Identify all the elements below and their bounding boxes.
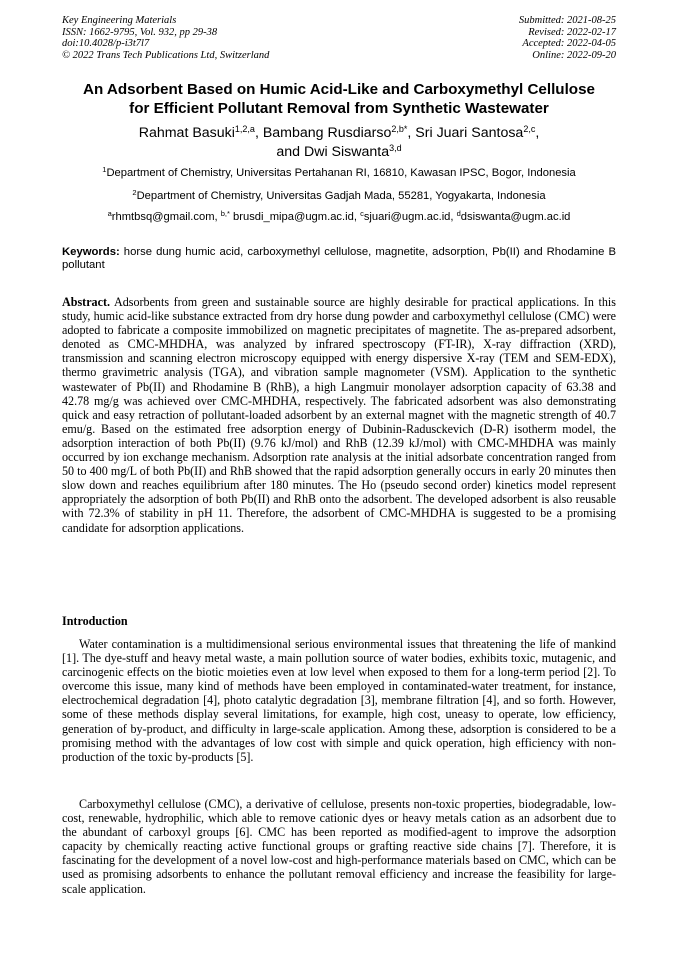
author-name: Sri Juari Santosa <box>415 125 524 141</box>
author-line-1 <box>62 124 616 143</box>
copyright: © 2022 Trans Tech Publications Ltd, Switzerland <box>62 49 270 61</box>
author-superscript: 1,2,a <box>234 124 255 134</box>
author-separator: , <box>407 125 416 141</box>
affiliation-1 <box>62 167 616 180</box>
introduction-paragraph-1: Water contamination is a multidimensional serious environmental issues that threatening the life of mankind [1]. The dye-stuff and heavy metal waste, a main pollution source of water bodies, exhibits toxic, mutagenic, and carcinogenic effects on the biotic moieties even at low level when exposed to them for a long-term period [2]. To overcome this issue, many kind of methods have been employed in contaminated-water treatment, for instance, electrochemical degradation [4], photo catalytic degradation [3], membrane filtration [4], and so forth. However, some of these methods display several limitations, for example, high cost, uneasy to operate, low efficiency, generation of by-product, and difficulty in large-scale application. Among these, adsorption is considered to be a promising method with the advantages of low cost with simple and quick operation, high efficiency with non-production of the toxic by-products [5]. <box>62 637 616 764</box>
affiliation-superscript: 1 <box>102 165 107 174</box>
author-line-2 <box>62 143 616 162</box>
journal-info <box>62 15 269 61</box>
email-link[interactable]: rhmtbsq@gmail.com, <box>111 211 221 223</box>
section-heading-introduction: Introduction <box>62 614 128 628</box>
submitted-date: Submitted: 2021-08-25 <box>518 15 616 26</box>
affiliation-2 <box>62 190 616 203</box>
author-conjunction: and <box>276 144 304 160</box>
email-superscript: d <box>456 209 461 218</box>
journal-name: Key Engineering Materials <box>62 15 177 26</box>
keywords <box>62 246 616 273</box>
abstract <box>62 295 616 535</box>
email-link[interactable]: dsiswanta@ugm.ac.id <box>460 211 571 223</box>
author-superscript: 2,c <box>523 124 536 134</box>
abstract-label: Abstract. <box>62 295 111 309</box>
author-name: Bambang Rusdiarso <box>262 125 392 141</box>
email-link[interactable]: brusdi_mipa@ugm.ac.id, <box>229 211 361 223</box>
title-line-2: for Efficient Pollutant Removal from Synthetic Wastewater <box>129 100 549 117</box>
author-list <box>62 124 616 162</box>
revised-date: Revised: 2022-02-17 <box>528 26 616 38</box>
doi: doi:10.4028/p-i3t7l7 <box>62 38 150 50</box>
accepted-date: Accepted: 2022-04-05 <box>522 38 616 50</box>
affiliation-text: Department of Chemistry, Universitas Pertahanan RI, 16810, Kawasan IPSC, Bogor, Indonesia <box>106 167 576 179</box>
author-separator: , <box>254 125 263 141</box>
author-name: Dwi Siswanta <box>303 144 390 160</box>
affiliation-superscript: 2 <box>132 188 137 197</box>
publication-dates <box>519 15 616 61</box>
author-superscript: 2,b* <box>391 124 408 134</box>
title-line-1: An Adsorbent Based on Humic Acid-Like and Carboxymethyl Cellulose <box>83 81 595 98</box>
email-superscript: a <box>107 209 112 218</box>
keywords-label: Keywords: <box>62 246 120 258</box>
email-link[interactable]: sjuari@ugm.ac.id, <box>363 211 457 223</box>
online-date: Online: 2022-09-20 <box>532 49 616 61</box>
abstract-text: Adsorbents from green and sustainable source are highly desirable for practical applications. In this study, humic acid-like substance extracted from dry horse dung powder and carboxymethyl cellulose (CMC) were adopted to fabricate a composite immobilized on magnetic precipitates of magnetite. The as-prepared adsorbent, denoted as CMC-MHDHA, was analyzed by infrared spectroscopy (FT-IR), X-ray diffraction (XRD), transmission and scanning electron microscopy equipped with energy dispersive X-ray (TEM and SEM-EDX), thermo gravimetric analysis (TGA), and vibration sample magnometer (VSM). Application to the synthetic wastewater of Pb(II) and Rhodamine B (RhB), a high Langmuir monolayer adsorption capacity of 63.38 and 42.78 mg/g was achieved over CMC-MHDHA, respectively. The fabricated adsorbent was also demonstrating quick and easy retraction of pollutant-loaded adsorbent by an external magnet with the magnetic strength of 40.7 emu/g. Based on the estimated free adsorption energy of Dubinin-Radusckevich (D-R) isotherm model, the adsorption interaction of both Pb(II) (9.76 kJ/mol) and RhB (12.39 kJ/mol) with CMC-MHDHA was mainly occurred by ion exchange mechanism. Adsorption rate analysis at the initial adsorbate concentration ranged from 50 to 400 mg/L of both Pb(II) and RhB showed that the rapid adsorption generally occurs in early 20 minutes then slow down and reaches equilibrium after 180 minutes. The Ho (pseudo second order) kinetics model represent appropriately the adsorption of both Pb(II) and RhB onto the adsorbent. The developed adsorbent is also reusable with 72.3% of stability in pH 11. Therefore, the adsorbent of CMC-MHDHA is suggested to be a promising candidate for adsorption applications. <box>62 295 616 535</box>
issn: ISSN: 1662-9795, Vol. 932, pp 29-38 <box>62 26 218 38</box>
paper-title <box>62 80 616 118</box>
author-separator: , <box>535 125 540 141</box>
author-superscript: 3,d <box>389 143 402 153</box>
introduction-paragraph-2: Carboxymethyl cellulose (CMC), a derivative of cellulose, presents non-toxic properties, biodegradable, low-cost, renewable, hydrophilic, which able to remove cationic dyes or heavy metals cation as an adsorbent due to the abundant of carboxyl groups [6]. CMC has been reported as modified-agent to improve the adsorption capacity by chemically reacting active functional groups or grafting reactive side chains [7]. Therefore, it is fascinating for the development of a novel low-cost and high-performance materials based on CMC, which can be used as promising adsorbents to enhance the pollutant removal efficiency and increase the feasibility for large-scale application. <box>62 797 616 896</box>
author-emails <box>62 211 616 224</box>
affiliation-text: Department of Chemistry, Universitas Gadjah Mada, 55281, Yogyakarta, Indonesia <box>136 190 546 202</box>
email-superscript: c <box>360 209 364 218</box>
author-name: Rahmat Basuki <box>138 125 235 141</box>
keywords-text: horse dung humic acid, carboxymethyl cellulose, magnetite, adsorption, Pb(II) and Rhodamine B pollutant <box>62 246 616 272</box>
email-superscript: b,* <box>220 209 230 218</box>
